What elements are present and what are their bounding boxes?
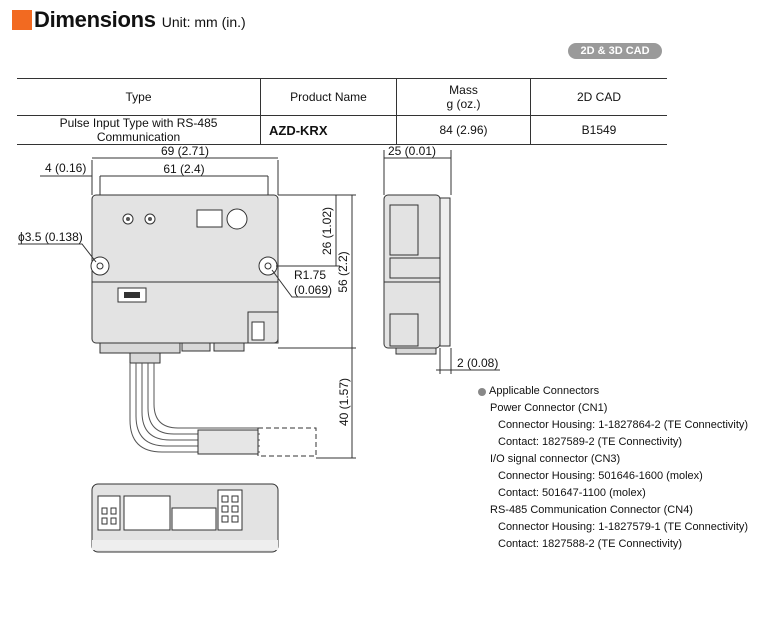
hole-dia-callout [18, 230, 96, 262]
connector-item: Connector Housing: 501646-1600 (molex) [498, 470, 703, 482]
connector-group-name: Power Connector (CN1) [490, 402, 608, 414]
dim-left-offset: 4 (0.16) [45, 161, 87, 175]
page-title: Dimensions [34, 7, 156, 32]
col-type: Type [17, 79, 261, 116]
col-2d-cad: 2D CAD [531, 79, 668, 116]
connector-item: Connector Housing: 1-1827579-1 (TE Connectivity) [498, 521, 749, 533]
cad-download-button[interactable]: 2D & 3D CAD [568, 43, 662, 59]
front-view [91, 195, 278, 363]
connectors-heading: Applicable Connectors [489, 385, 600, 397]
bullet-icon [478, 388, 486, 396]
unit-label: Unit: mm (in.) [161, 14, 246, 30]
dim-hole-dia: ϕ3.5 (0.138) [18, 230, 83, 244]
connector-item: Contact: 501647-1100 (molex) [498, 487, 646, 499]
connector-item: Connector Housing: 1-1827864-2 (TE Connectivity) [498, 419, 749, 431]
col-mass-label: Mass [449, 83, 478, 97]
dim-depth: 25 (0.01) [388, 144, 437, 158]
cell-type: Pulse Input Type with RS-485 Communication [17, 116, 261, 145]
dim-cable: 40 (1.57) [337, 377, 351, 427]
bottom-view [92, 484, 278, 552]
connector-group-name: RS-485 Communication Connector (CN4) [490, 504, 693, 516]
applicable-connectors [478, 383, 748, 553]
connector-item: Contact: 1827588-2 (TE Connectivity) [498, 538, 683, 550]
dim-side-gap: 2 (0.08) [457, 356, 499, 370]
cable-bundle [130, 363, 316, 456]
side-view [384, 144, 500, 374]
connector-group-name: I/O signal connector (CN3) [490, 453, 621, 465]
dim-radius: R1.75 [294, 268, 327, 282]
cell-mass: 84 (2.96) [397, 116, 531, 145]
dim-height-upper: 26 (1.02) [320, 206, 334, 256]
dim-hole-pitch: 61 (2.4) [163, 162, 205, 176]
dim-height-total: 56 (2.2) [336, 251, 350, 293]
col-product-name: Product Name [261, 79, 397, 116]
vertical-dimensions [276, 195, 356, 458]
connector-item: Contact: 1827589-2 (TE Connectivity) [498, 436, 683, 448]
cell-product-name: AZD-KRX [261, 116, 397, 145]
col-mass-unit: g (oz.) [446, 97, 481, 111]
dim-width-total: 69 (2.71) [160, 144, 210, 158]
cell-cad-link[interactable]: B1549 [531, 116, 668, 145]
radius-callout [272, 268, 332, 297]
dim-radius-in: (0.069) [294, 283, 333, 297]
